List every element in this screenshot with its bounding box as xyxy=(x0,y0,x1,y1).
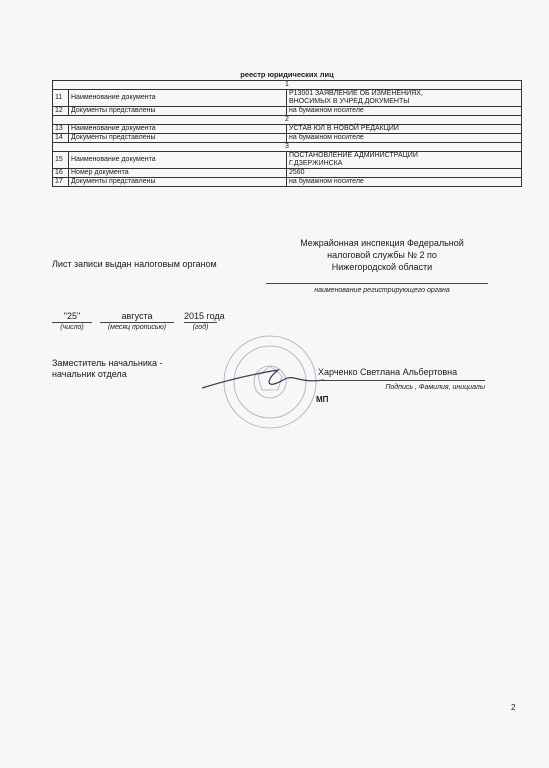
register-table xyxy=(52,80,522,187)
table-row xyxy=(53,107,522,116)
row-field-name: Документы представлены xyxy=(69,178,287,187)
section-label: 3 xyxy=(53,143,522,152)
row-value: на бумажном носителе xyxy=(287,107,522,116)
section-header xyxy=(53,116,522,125)
tax-authority-caption: наименование регистрирующего органа xyxy=(314,287,450,294)
row-value: на бумажном носителе xyxy=(287,178,522,187)
signer-position-line: Заместитель начальника - xyxy=(52,358,163,368)
row-number: 17 xyxy=(53,178,69,187)
tax-authority-line: Нижегородской области xyxy=(331,262,433,272)
row-field-name: Наименование документа xyxy=(69,125,287,134)
date-month-caption: (месяц прописью) xyxy=(107,324,167,331)
row-field-name: Документы представлены xyxy=(69,107,287,116)
underline xyxy=(315,380,485,381)
seal-place-label: МП xyxy=(316,395,329,404)
date-day-caption: (число) xyxy=(60,324,84,331)
date-month: августа xyxy=(121,311,153,321)
table-row xyxy=(53,90,522,107)
row-number: 16 xyxy=(53,169,69,178)
row-value: на бумажном носителе xyxy=(287,134,522,143)
row-field-name: Документы представлены xyxy=(69,134,287,143)
date-year: 2015 года xyxy=(184,311,225,321)
section-header xyxy=(53,81,522,90)
row-number: 12 xyxy=(53,107,69,116)
row-value: 2560 xyxy=(287,169,522,178)
table-row xyxy=(53,152,522,169)
tax-authority-line: налоговой службы № 2 по xyxy=(327,250,437,260)
issued-by-label: Лист записи выдан налоговым органом xyxy=(52,259,217,269)
row-value-line: ВНОСИМЫХ В УЧРЕД ДОКУМЕНТЫ xyxy=(289,98,410,105)
row-number: 13 xyxy=(53,125,69,134)
underline xyxy=(266,283,488,284)
row-value xyxy=(287,90,522,107)
page-number: 2 xyxy=(511,703,516,712)
table-row xyxy=(53,134,522,143)
table-row xyxy=(53,125,522,134)
section-label: 1 xyxy=(53,81,522,90)
row-number: 11 xyxy=(53,90,69,107)
row-field-name: Наименование документа xyxy=(69,152,287,169)
table-row xyxy=(53,178,522,187)
section-label: 2 xyxy=(53,116,522,125)
tax-authority-name xyxy=(266,237,498,273)
date-day: "25" xyxy=(63,311,81,321)
signer-name: Харченко Светлана Альбертовна xyxy=(318,367,458,377)
row-value-line: Г.ДЗЕРЖИНСКА xyxy=(289,160,343,167)
tax-authority-line: Межрайонная инспекция Федеральной xyxy=(300,238,464,248)
signer-position-line: начальник отдела xyxy=(52,369,127,379)
row-value-line: ПОСТАНОВЛЕНИЕ АДМИНИСТРАЦИИ xyxy=(289,152,418,159)
underline xyxy=(184,322,217,323)
row-value-line: Р13001 ЗАЯВЛЕНИЕ ОБ ИЗМЕНЕНИЯХ, xyxy=(289,90,423,97)
date-year-caption: (год) xyxy=(192,324,209,331)
signer-position xyxy=(52,358,163,380)
row-number: 14 xyxy=(53,134,69,143)
row-number: 15 xyxy=(53,152,69,169)
row-value xyxy=(287,152,522,169)
section-header xyxy=(53,143,522,152)
row-field-name: Наименование документа xyxy=(69,90,287,107)
underline xyxy=(52,322,92,323)
table-row xyxy=(53,169,522,178)
row-field-name: Номер документа xyxy=(69,169,287,178)
register-title: реестр юридических лиц xyxy=(240,70,334,79)
underline xyxy=(100,322,174,323)
official-stamp xyxy=(198,330,328,440)
row-value: УСТАВ ЮЛ В НОВОЙ РЕДАКЦИИ xyxy=(287,125,522,134)
signature-caption: Подпись , Фамилия, инициалы xyxy=(385,384,485,391)
